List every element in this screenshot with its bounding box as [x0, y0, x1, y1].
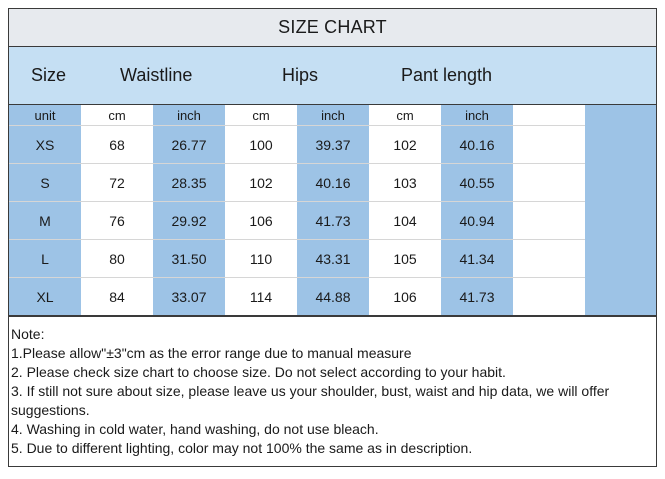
measurement-cell: 41.73 [459, 288, 495, 305]
header-hips: Hips [282, 65, 319, 85]
header-waistline: Waistline [120, 65, 193, 85]
unit-cell: inch [321, 107, 345, 123]
measurement-cell: 40.16 [459, 136, 495, 153]
unit-label: unit [34, 107, 56, 123]
size-label: L [41, 250, 49, 267]
column-background [585, 105, 656, 315]
measurement-cell: 40.94 [459, 212, 495, 229]
unit-cell: inch [465, 107, 489, 123]
measurement-cell: 104 [393, 212, 417, 229]
unit-cell: cm [108, 107, 126, 123]
size-label: XL [36, 288, 54, 305]
measurement-cell: 33.07 [171, 288, 207, 305]
measurement-cell: 41.34 [459, 250, 495, 267]
column-background [513, 105, 585, 315]
measurement-cell: 28.35 [171, 174, 207, 191]
size-label: M [39, 212, 51, 229]
size-chart-title [8, 8, 657, 47]
measurement-cell: 105 [393, 250, 417, 267]
measurement-cell: 84 [109, 288, 125, 305]
note-item: 2. Please check size chart to choose size. Do not select according to your habit. [11, 364, 506, 380]
measurement-cell: 80 [109, 250, 125, 267]
measurement-cell: 26.77 [171, 136, 207, 153]
measurement-cell: 29.92 [171, 212, 207, 229]
unit-cell: inch [177, 107, 201, 123]
notes-section [8, 316, 657, 467]
measurement-cell: 114 [249, 288, 273, 305]
header-row [8, 47, 657, 105]
measurement-cell: 110 [249, 250, 273, 267]
measurement-cell: 41.73 [315, 212, 351, 229]
header-size: Size [31, 65, 67, 85]
note-heading: Note: [11, 326, 45, 342]
measurement-cell: 102 [393, 136, 417, 153]
title-text: SIZE CHART [278, 17, 387, 37]
measurement-cell: 72 [109, 174, 125, 191]
note-item: 1.Please allow"±3"cm as the error range due to manual measure [11, 345, 412, 361]
measurement-cell: 103 [393, 174, 417, 191]
measurement-cell: 106 [249, 212, 273, 229]
measurement-cell: 31.50 [171, 250, 207, 267]
measurement-cell: 40.55 [459, 174, 495, 191]
measurement-cell: 102 [249, 174, 273, 191]
measurement-cell: 44.88 [315, 288, 351, 305]
measurement-cell: 40.16 [315, 174, 351, 191]
note-item: 3. If still not sure about size, please leave us your shoulder, bust, waist and hip data, we will offer suggestions. [11, 383, 610, 418]
measurement-cell: 43.31 [315, 250, 351, 267]
header-pant-length: Pant length [401, 65, 493, 85]
size-label: XS [35, 136, 55, 153]
unit-cell: cm [252, 107, 270, 123]
size-table [8, 105, 657, 316]
size-label: S [40, 174, 50, 191]
measurement-cell: 100 [249, 136, 273, 153]
measurement-cell: 39.37 [315, 136, 351, 153]
note-item: 5. Due to different lighting, color may not 100% the same as in description. [11, 440, 473, 456]
measurement-cell: 106 [393, 288, 417, 305]
measurement-cell: 76 [109, 212, 125, 229]
note-item: 4. Washing in cold water, hand washing, do not use bleach. [11, 421, 379, 437]
measurement-cell: 68 [109, 136, 125, 153]
unit-cell: cm [396, 107, 414, 123]
